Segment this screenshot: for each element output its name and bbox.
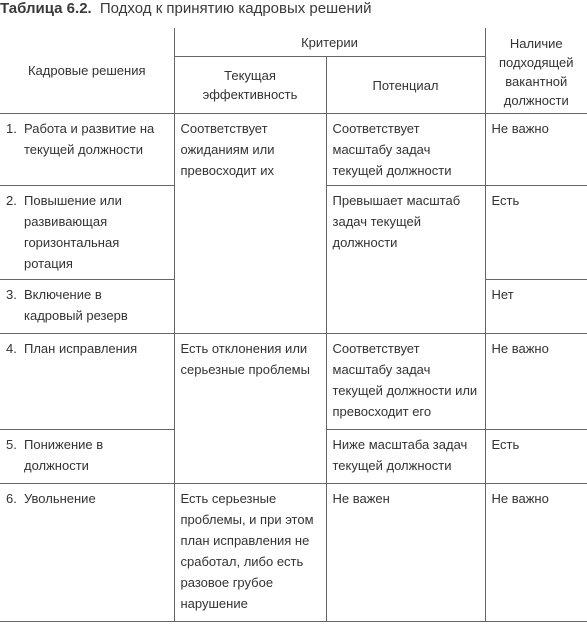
header-potential: Потенциал [326,57,485,114]
row-number: 5. [6,437,17,452]
header-vacancy: Наличие подходящей вакантной должности [485,28,587,114]
efficiency-cell: Соответствует ожиданиям или превосходит их [174,114,326,334]
decision-text: Работа и развитие на текущей должности [24,121,155,157]
row-number: 3. [6,287,17,302]
decision-text: Понижение в должности [24,437,104,473]
decision-text: Включение в кадровый резерв [24,287,128,323]
decision-cell [0,334,174,430]
decision-cell [0,114,174,186]
potential-cell: Соответствует масштабу задач текущей должности или превосходит его [326,334,485,430]
decision-cell [0,186,174,280]
decision-cell [0,484,174,622]
decision-text: Увольнение [24,491,96,506]
potential-cell: Превышает масштаб задач текущей должности [326,186,485,334]
decision-cell [0,280,174,334]
efficiency-cell: Есть серьезные проблемы, и при этом план исправления не сработал, либо есть разовое грубое нарушение [174,484,326,622]
vacancy-cell: Не важно [485,114,587,186]
potential-cell: Не важен [326,484,485,622]
vacancy-cell: Есть [485,430,587,484]
vacancy-cell: Есть [485,186,587,280]
header-decisions: Кадровые решения [0,28,174,114]
row-number: 1. [6,121,17,136]
row-number: 6. [6,491,17,506]
table-row [0,484,587,622]
table-row [0,114,587,186]
potential-cell: Ниже масштаба задач текущей должности [326,430,485,484]
row-number: 4. [6,341,17,356]
header-criteria: Критерии [174,28,485,57]
table-row [0,334,587,430]
vacancy-cell: Нет [485,280,587,334]
hr-decisions-table [0,28,587,622]
decision-cell [0,430,174,484]
efficiency-cell: Есть отклонения или серьезные проблемы [174,334,326,484]
decision-text: План исправления [24,341,138,356]
table-number: Таблица 6.2. [0,0,92,17]
decision-text: Повышение или развивающая горизонтальная ротация [24,193,122,271]
vacancy-cell: Не важно [485,334,587,430]
header-efficiency: Текущая эффективность [174,57,326,114]
row-number: 2. [6,193,17,208]
potential-cell: Соответствует масштабу задач текущей должности [326,114,485,186]
table-title: Подход к принятию кадровых решений [99,0,372,17]
vacancy-cell: Не важно [485,484,587,622]
table-caption [0,0,372,22]
